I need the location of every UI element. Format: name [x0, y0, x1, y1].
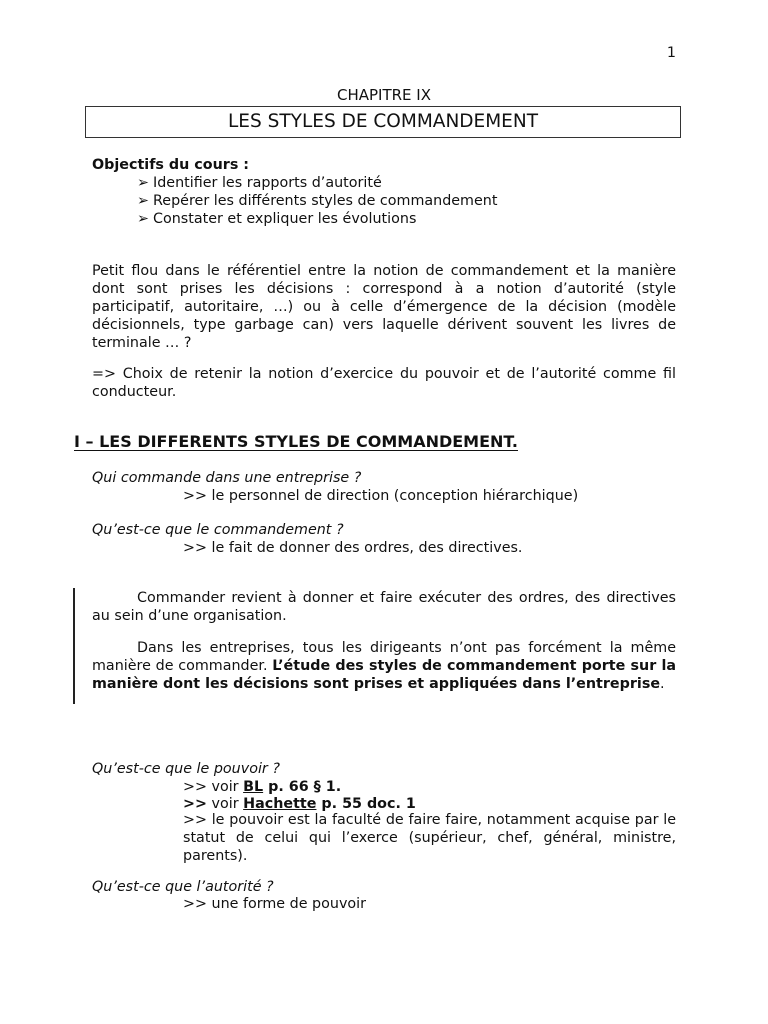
arrow-bullet-icon: ➢ — [137, 193, 149, 209]
objective-item: ➢ Repérer les différents styles de commandement — [137, 193, 498, 209]
margin-bar — [73, 588, 75, 704]
question-pouvoir: Qu’est-ce que le pouvoir ? — [92, 761, 280, 777]
arrow-bullet-icon: ➢ — [137, 175, 149, 191]
question-commandement: Qu’est-ce que le commandement ? — [92, 522, 344, 538]
chapter-title-box: LES STYLES DE COMMANDEMENT — [85, 106, 681, 138]
reference-source-link[interactable]: Hachette — [243, 796, 317, 812]
arrow-bullet-icon: ➢ — [137, 211, 149, 227]
reference-bl: >> voir BL p. 66 § 1. — [183, 779, 342, 795]
answer-commandement: >> le fait de donner des ordres, des directives. — [183, 540, 523, 556]
answer-pouvoir: >> le pouvoir est la faculté de faire faire, notamment acquise par le statut de celui qui l’exerce (supérieur, chef, général, ministre, parents). — [183, 812, 676, 864]
section-title: I – LES DIFFERENTS STYLES DE COMMANDEMENT. — [74, 432, 518, 451]
reference-source-link[interactable]: BL — [243, 779, 264, 795]
question-autorite: Qu’est-ce que l’autorité ? — [92, 879, 274, 895]
answer-who-commands: >> le personnel de direction (conception hiérarchique) — [183, 488, 579, 504]
intro-conclusion: => Choix de retenir la notion d’exercice du pouvoir et de l’autorité comme fil conducteur. — [92, 366, 676, 400]
answer-autorite: >> une forme de pouvoir — [183, 896, 366, 912]
page-number: 1 — [666, 45, 676, 61]
objectives-heading: Objectifs du cours : — [92, 157, 250, 173]
chapter-heading: CHAPITRE IX — [336, 86, 431, 104]
objective-item: ➢ Identifier les rapports d’autorité — [137, 175, 382, 191]
styles-definition: L’étude des styles de commandement porte sur la manière dont les décisions sont prises et appliquées dans l’entreprise — [92, 658, 676, 692]
command-paragraph: Commander revient à donner et faire exécuter des ordres, des directives au sein d’une organisation. — [92, 590, 676, 624]
reference-hachette: >> voir Hachette p. 55 doc. 1 — [183, 796, 416, 812]
intro-paragraph: Petit flou dans le référentiel entre la notion de commandement et la manière dont sont prises les décisions : correspond à a notion d’autorité (style participatif, autoritaire, …) ou à celle d’émergence de la décision (modèle décisionnels, type garbage can) vers laquelle dérivent souvent les livres de terminale … ? — [92, 263, 676, 351]
objective-item: ➢ Constater et expliquer les évolutions — [137, 211, 417, 227]
objectives-list — [137, 174, 497, 228]
styles-paragraph: Dans les entreprises, tous les dirigeants n’ont pas forcément la même manière de commander. L’étude des styles de commandement porte sur la manière dont les décisions sont prises et appliquées dans l’entreprise. — [92, 640, 676, 692]
question-who-commands: Qui commande dans une entreprise ? — [92, 470, 362, 486]
